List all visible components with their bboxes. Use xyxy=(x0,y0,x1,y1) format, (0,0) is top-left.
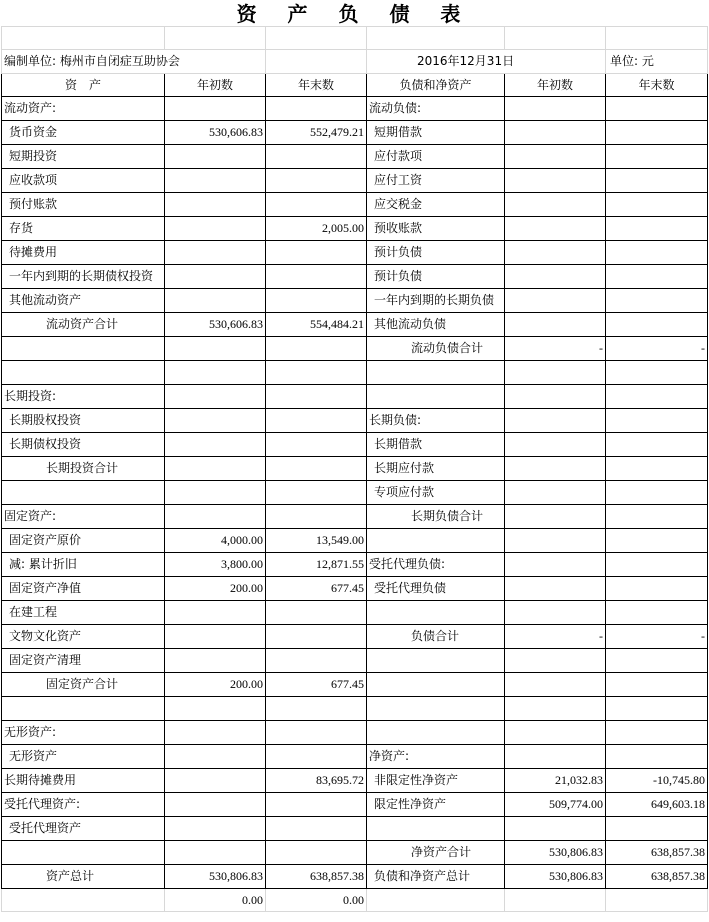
liability-begin-value xyxy=(505,529,606,553)
table-row xyxy=(2,841,708,865)
liability-label: 应交税金 xyxy=(367,193,505,217)
liability-label: 限定性净资产 xyxy=(367,793,505,817)
liability-end-value xyxy=(606,505,708,529)
asset-label xyxy=(2,361,165,385)
asset-begin-value xyxy=(165,337,266,361)
liability-end-value xyxy=(606,313,708,337)
liability-begin-value: 21,032.83 xyxy=(505,769,606,793)
asset-end-value: 677.45 xyxy=(266,577,367,601)
asset-end-value: 677.45 xyxy=(266,673,367,697)
asset-label: 预付账款 xyxy=(2,193,165,217)
asset-begin-value xyxy=(165,409,266,433)
liability-label: 负债合计 xyxy=(367,625,505,649)
liability-end-value: 649,603.18 xyxy=(606,793,708,817)
asset-end-value: 2,005.00 xyxy=(266,217,367,241)
table-row xyxy=(2,721,708,745)
liability-label: 长期应付款 xyxy=(367,457,505,481)
asset-begin-value: 530,606.83 xyxy=(165,313,266,337)
asset-label xyxy=(2,337,165,361)
asset-begin-value xyxy=(165,481,266,505)
asset-end-value xyxy=(266,841,367,865)
liability-label: 应付工资 xyxy=(367,169,505,193)
liability-end-value xyxy=(606,241,708,265)
liability-end-value xyxy=(606,145,708,169)
asset-label: 固定资产合计 xyxy=(2,673,165,697)
liability-begin-value xyxy=(505,577,606,601)
asset-end-value: 83,695.72 xyxy=(266,769,367,793)
table-row xyxy=(2,409,708,433)
asset-begin-value xyxy=(165,625,266,649)
asset-begin-value xyxy=(165,193,266,217)
table-row xyxy=(2,769,708,793)
asset-begin-value xyxy=(165,841,266,865)
table-row xyxy=(2,625,708,649)
liability-begin-value xyxy=(505,817,606,841)
asset-begin-value xyxy=(165,169,266,193)
asset-end-value xyxy=(266,193,367,217)
asset-end-value xyxy=(266,793,367,817)
asset-label: 待摊费用 xyxy=(2,241,165,265)
liability-begin-value: 509,774.00 xyxy=(505,793,606,817)
table-row xyxy=(2,337,708,361)
page-title: 资 产 负 债 表 xyxy=(236,2,473,26)
currency-unit: 单位: 元 xyxy=(606,50,708,74)
asset-end-value xyxy=(266,337,367,361)
footer-diff-begin: 0.00 xyxy=(165,889,266,912)
liability-end-value xyxy=(606,553,708,577)
table-row xyxy=(2,313,708,337)
asset-end-value xyxy=(266,97,367,121)
liability-begin-value xyxy=(505,553,606,577)
liability-end-value xyxy=(606,217,708,241)
asset-begin-value xyxy=(165,289,266,313)
asset-label xyxy=(2,697,165,721)
liability-end-value xyxy=(606,409,708,433)
liability-label xyxy=(367,649,505,673)
liability-label: 应付款项 xyxy=(367,145,505,169)
table-row xyxy=(2,169,708,193)
liability-label: 受托代理负债 xyxy=(367,577,505,601)
table-row xyxy=(2,601,708,625)
asset-end-value: 554,484.21 xyxy=(266,313,367,337)
liability-end-value xyxy=(606,457,708,481)
asset-begin-value: 530,806.83 xyxy=(165,865,266,889)
liability-begin-value xyxy=(505,145,606,169)
asset-begin-value xyxy=(165,721,266,745)
liability-end-value xyxy=(606,433,708,457)
liability-begin-value xyxy=(505,169,606,193)
header-assets: 资 产 xyxy=(2,74,165,97)
asset-label: 受托代理资产 xyxy=(2,817,165,841)
asset-begin-value xyxy=(165,433,266,457)
footer-diff-end: 0.00 xyxy=(266,889,367,912)
liability-end-value xyxy=(606,193,708,217)
liability-label: 净资产: xyxy=(367,745,505,769)
liability-label xyxy=(367,385,505,409)
table-row xyxy=(2,265,708,289)
liability-label: 长期负债合计 xyxy=(367,505,505,529)
liability-label: 长期负债: xyxy=(367,409,505,433)
asset-end-value xyxy=(266,481,367,505)
asset-end-value xyxy=(266,601,367,625)
liability-begin-value xyxy=(505,601,606,625)
asset-end-value: 12,871.55 xyxy=(266,553,367,577)
asset-label: 流动资产合计 xyxy=(2,313,165,337)
liability-end-value xyxy=(606,697,708,721)
asset-begin-value xyxy=(165,745,266,769)
liability-begin-value xyxy=(505,433,606,457)
liability-label xyxy=(367,817,505,841)
asset-label: 无形资产 xyxy=(2,745,165,769)
liability-end-value xyxy=(606,673,708,697)
liability-label: 流动负债: xyxy=(367,97,505,121)
asset-begin-value: 530,606.83 xyxy=(165,121,266,145)
asset-end-value xyxy=(266,361,367,385)
liability-label: 预计负债 xyxy=(367,265,505,289)
asset-label: 固定资产: xyxy=(2,505,165,529)
table-row xyxy=(2,793,708,817)
liability-label xyxy=(367,601,505,625)
liability-end-value: - xyxy=(606,337,708,361)
asset-label: 受托代理资产: xyxy=(2,793,165,817)
liability-label xyxy=(367,529,505,553)
asset-end-value xyxy=(266,241,367,265)
asset-end-value xyxy=(266,409,367,433)
liability-label xyxy=(367,697,505,721)
asset-begin-value xyxy=(165,217,266,241)
asset-begin-value: 200.00 xyxy=(165,673,266,697)
liability-label: 流动负债合计 xyxy=(367,337,505,361)
table-row xyxy=(2,145,708,169)
asset-label: 短期投资 xyxy=(2,145,165,169)
liability-label: 专项应付款 xyxy=(367,481,505,505)
liability-label: 长期借款 xyxy=(367,433,505,457)
asset-label: 货币资金 xyxy=(2,121,165,145)
asset-label: 流动资产: xyxy=(2,97,165,121)
asset-label: 其他流动资产 xyxy=(2,289,165,313)
table-row xyxy=(2,385,708,409)
header-begin: 年初数 xyxy=(165,74,266,97)
asset-end-value xyxy=(266,721,367,745)
asset-label: 文物文化资产 xyxy=(2,625,165,649)
liability-begin-value: 530,806.83 xyxy=(505,865,606,889)
footer-row xyxy=(2,889,708,912)
liability-begin-value xyxy=(505,241,606,265)
asset-label: 固定资产原价 xyxy=(2,529,165,553)
asset-end-value xyxy=(266,625,367,649)
table-row xyxy=(2,121,708,145)
report-date: 2016年12月31日 xyxy=(367,50,606,74)
asset-label: 固定资产清理 xyxy=(2,649,165,673)
table-row xyxy=(2,193,708,217)
liability-label: 预收账款 xyxy=(367,217,505,241)
blank-row xyxy=(2,27,708,50)
asset-end-value xyxy=(266,649,367,673)
asset-begin-value xyxy=(165,361,266,385)
asset-begin-value xyxy=(165,697,266,721)
table-row xyxy=(2,433,708,457)
asset-label: 资产总计 xyxy=(2,865,165,889)
header-row xyxy=(2,74,708,97)
liability-label: 受托代理负债: xyxy=(367,553,505,577)
liability-begin-value xyxy=(505,385,606,409)
liability-end-value xyxy=(606,721,708,745)
table-row xyxy=(2,481,708,505)
liability-begin-value xyxy=(505,289,606,313)
liability-end-value xyxy=(606,601,708,625)
asset-label xyxy=(2,481,165,505)
table-row xyxy=(2,505,708,529)
table-row xyxy=(2,649,708,673)
header-begin-2: 年初数 xyxy=(505,74,606,97)
table-row xyxy=(2,577,708,601)
header-end: 年末数 xyxy=(266,74,367,97)
liability-label xyxy=(367,361,505,385)
info-row xyxy=(2,50,708,74)
asset-begin-value xyxy=(165,769,266,793)
liability-begin-value xyxy=(505,409,606,433)
liability-label: 非限定性净资产 xyxy=(367,769,505,793)
liability-begin-value xyxy=(505,457,606,481)
asset-end-value xyxy=(266,817,367,841)
liability-end-value xyxy=(606,265,708,289)
liability-begin-value xyxy=(505,721,606,745)
asset-label: 在建工程 xyxy=(2,601,165,625)
asset-end-value xyxy=(266,745,367,769)
liability-begin-value xyxy=(505,361,606,385)
asset-label: 长期投资: xyxy=(2,385,165,409)
liability-begin-value: 530,806.83 xyxy=(505,841,606,865)
asset-label: 固定资产净值 xyxy=(2,577,165,601)
liability-end-value xyxy=(606,529,708,553)
asset-label: 无形资产: xyxy=(2,721,165,745)
liability-label: 一年内到期的长期负债 xyxy=(367,289,505,313)
asset-begin-value xyxy=(165,265,266,289)
asset-label: 长期待摊费用 xyxy=(2,769,165,793)
liability-end-value xyxy=(606,385,708,409)
liability-end-value xyxy=(606,817,708,841)
asset-begin-value: 4,000.00 xyxy=(165,529,266,553)
liability-label: 短期借款 xyxy=(367,121,505,145)
asset-begin-value xyxy=(165,649,266,673)
asset-label: 长期股权投资 xyxy=(2,409,165,433)
liability-label: 净资产合计 xyxy=(367,841,505,865)
liability-end-value xyxy=(606,97,708,121)
liability-end-value xyxy=(606,649,708,673)
header-end-2: 年末数 xyxy=(606,74,708,97)
liability-begin-value xyxy=(505,217,606,241)
asset-begin-value xyxy=(165,793,266,817)
liability-begin-value xyxy=(505,673,606,697)
liability-end-value xyxy=(606,169,708,193)
liability-begin-value xyxy=(505,697,606,721)
liability-begin-value xyxy=(505,745,606,769)
liability-end-value: 638,857.38 xyxy=(606,865,708,889)
table-row xyxy=(2,553,708,577)
asset-label: 存货 xyxy=(2,217,165,241)
asset-end-value xyxy=(266,385,367,409)
liability-end-value xyxy=(606,745,708,769)
asset-begin-value xyxy=(165,241,266,265)
liability-end-value xyxy=(606,121,708,145)
asset-end-value xyxy=(266,265,367,289)
liability-begin-value xyxy=(505,481,606,505)
balance-sheet-table xyxy=(1,26,708,912)
table-row xyxy=(2,361,708,385)
table-row xyxy=(2,697,708,721)
asset-end-value xyxy=(266,433,367,457)
asset-begin-value xyxy=(165,97,266,121)
liability-end-value xyxy=(606,361,708,385)
asset-end-value xyxy=(266,145,367,169)
org-name: 编制单位: 梅州市自闭症互助协会 xyxy=(2,50,266,74)
liability-end-value xyxy=(606,481,708,505)
liability-begin-value xyxy=(505,265,606,289)
header-liabilities: 负债和净资产 xyxy=(367,74,505,97)
asset-end-value: 638,857.38 xyxy=(266,865,367,889)
asset-label: 长期债权投资 xyxy=(2,433,165,457)
liability-begin-value: - xyxy=(505,337,606,361)
asset-begin-value xyxy=(165,145,266,169)
table-row xyxy=(2,97,708,121)
asset-label: 长期投资合计 xyxy=(2,457,165,481)
asset-label: 减: 累计折旧 xyxy=(2,553,165,577)
liability-label: 预计负债 xyxy=(367,241,505,265)
asset-begin-value xyxy=(165,817,266,841)
liability-end-value: -10,745.80 xyxy=(606,769,708,793)
asset-end-value xyxy=(266,169,367,193)
asset-end-value xyxy=(266,697,367,721)
asset-begin-value: 200.00 xyxy=(165,577,266,601)
table-row xyxy=(2,817,708,841)
liability-end-value xyxy=(606,577,708,601)
liability-begin-value xyxy=(505,121,606,145)
table-row xyxy=(2,529,708,553)
liability-end-value: - xyxy=(606,625,708,649)
table-row xyxy=(2,217,708,241)
liability-end-value: 638,857.38 xyxy=(606,841,708,865)
asset-begin-value xyxy=(165,457,266,481)
asset-end-value xyxy=(266,457,367,481)
liability-begin-value xyxy=(505,649,606,673)
asset-label xyxy=(2,841,165,865)
asset-end-value: 552,479.21 xyxy=(266,121,367,145)
table-row xyxy=(2,241,708,265)
asset-end-value: 13,549.00 xyxy=(266,529,367,553)
table-row xyxy=(2,673,708,697)
asset-end-value xyxy=(266,505,367,529)
liability-label xyxy=(367,673,505,697)
liability-begin-value xyxy=(505,97,606,121)
liability-begin-value: - xyxy=(505,625,606,649)
asset-end-value xyxy=(266,289,367,313)
liability-begin-value xyxy=(505,193,606,217)
table-row xyxy=(2,457,708,481)
liability-end-value xyxy=(606,289,708,313)
asset-begin-value xyxy=(165,505,266,529)
liability-label: 负债和净资产总计 xyxy=(367,865,505,889)
liability-label xyxy=(367,721,505,745)
asset-label: 一年内到期的长期债权投资 xyxy=(2,265,165,289)
liability-begin-value xyxy=(505,505,606,529)
table-row xyxy=(2,865,708,889)
table-row xyxy=(2,745,708,769)
liability-label: 其他流动负债 xyxy=(367,313,505,337)
asset-label: 应收款项 xyxy=(2,169,165,193)
asset-begin-value: 3,800.00 xyxy=(165,553,266,577)
asset-begin-value xyxy=(165,601,266,625)
asset-begin-value xyxy=(165,385,266,409)
table-row xyxy=(2,289,708,313)
liability-begin-value xyxy=(505,313,606,337)
